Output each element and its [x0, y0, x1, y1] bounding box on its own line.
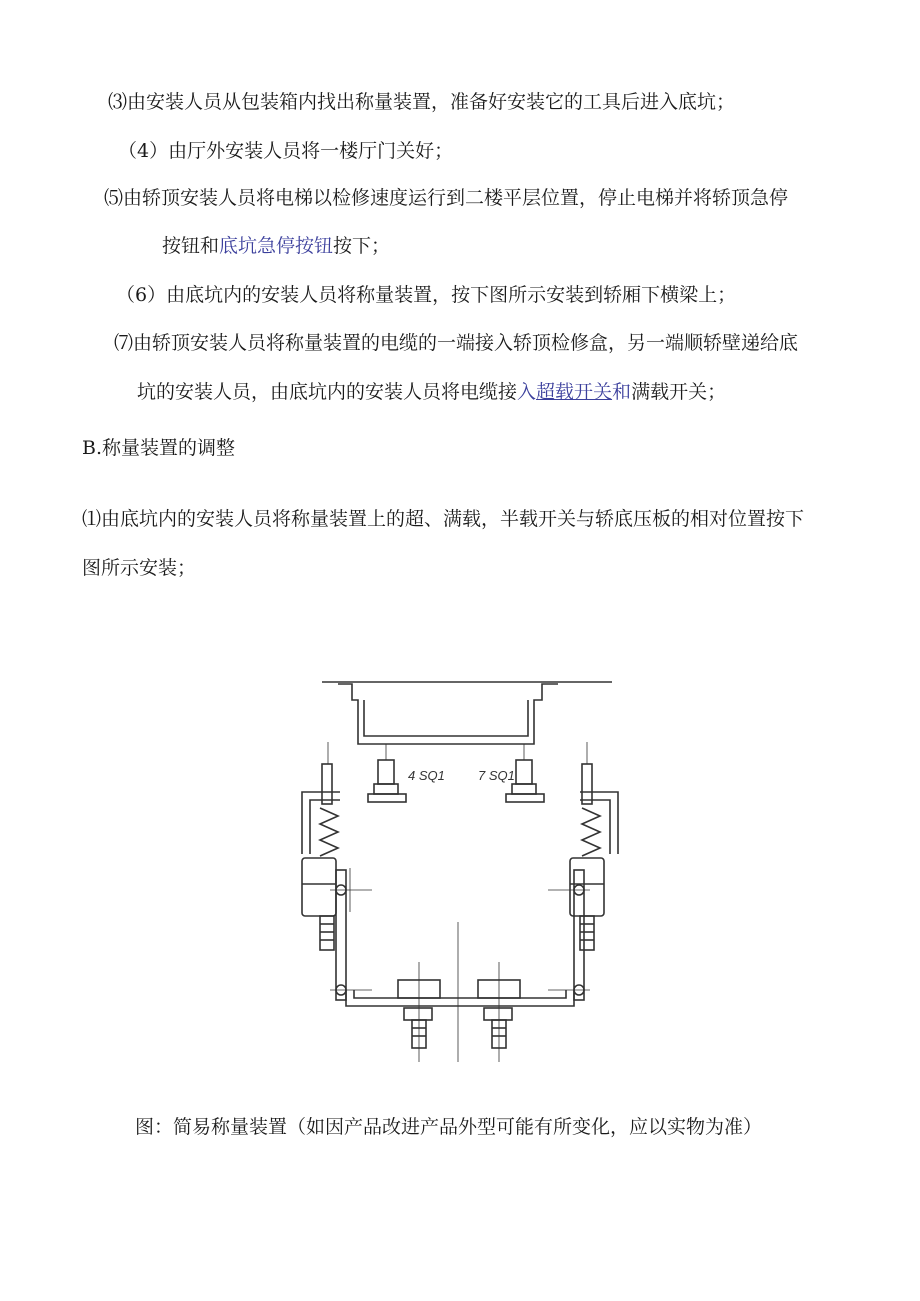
paragraph-step-7-line-1: ⑺由轿顶安装人员将称量装置的电缆的一端接入轿顶检修盒，另一端顺轿壁递给底: [114, 332, 799, 354]
text-segment: 按钮和: [162, 235, 220, 257]
link-fragment[interactable]: 和: [612, 381, 632, 403]
switch-left-body: [378, 760, 394, 784]
weighing-device-drawing: [290, 672, 630, 1068]
section-heading-b: B.称量装置的调整: [82, 437, 236, 459]
right-bolt: [580, 916, 594, 950]
paragraph-step-6: （6）由底坑内的安装人员将称量装置，按下图所示安装到轿厢下横梁上；: [116, 284, 737, 306]
overload-switch-link[interactable]: 超载开关: [536, 381, 613, 403]
paragraph-b1-line-2: 图所示安装；: [82, 557, 197, 579]
switch-label-right: 7 SQ1: [478, 768, 515, 783]
figure-caption: 图：简易称量装置（如因产品改进产品外型可能有所变化，应以实物为准）: [135, 1116, 763, 1138]
text-segment: 坑的安装人员，由底坑内的安装人员将电缆接: [137, 381, 518, 403]
paragraph-step-3: ⑶由安装人员从包装箱内找出称量装置，准备好安装它的工具后进入底坑；: [108, 91, 736, 113]
paragraph-step-5-line-1: ⑸由轿顶安装人员将电梯以检修速度运行到二楼平层位置，停止电梯并将轿顶急停: [104, 187, 789, 209]
paragraph-step-7-line-2: [137, 380, 726, 404]
paragraph-b1-line-1: ⑴由底坑内的安装人员将称量装置上的超、满载，半载开关与轿底压板的相对位置按下: [82, 508, 805, 530]
left-spring-rod: [322, 764, 332, 804]
left-inner-plate: [336, 870, 346, 1000]
switch-label-left: 4 SQ1: [408, 768, 445, 783]
left-bolt: [320, 916, 334, 950]
pit-emergency-stop-link[interactable]: 底坑急停按钮: [219, 235, 334, 257]
left-pressure-block: [302, 858, 336, 916]
text-segment: 按下；: [333, 235, 391, 257]
paragraph-step-4: （4）由厅外安装人员将一楼厅门关好；: [118, 140, 454, 162]
car-beam-channel: [338, 684, 558, 744]
link-fragment[interactable]: 入: [517, 381, 537, 403]
right-inner-plate: [574, 870, 584, 1000]
right-spring: [582, 808, 600, 856]
paragraph-step-5-line-2: [162, 234, 390, 258]
text-segment: 满载开关；: [631, 381, 727, 403]
right-spring-rod: [582, 764, 592, 804]
left-spring: [320, 808, 338, 856]
switch-right-body: [516, 760, 532, 784]
